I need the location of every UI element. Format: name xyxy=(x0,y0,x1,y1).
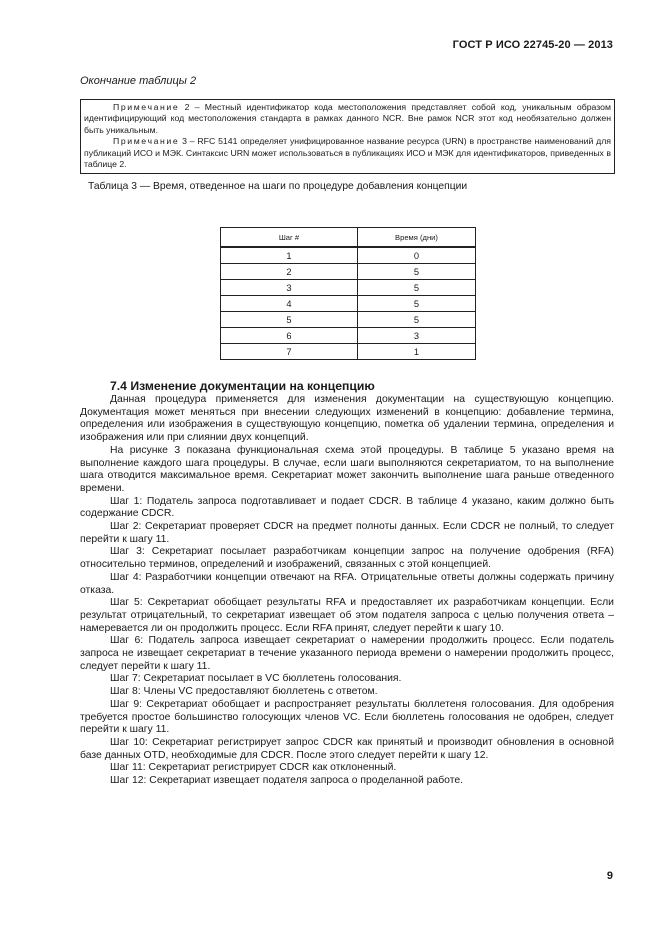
step-paragraph: Шаг 10: Секретариат регистрирует запрос CDCR как принятый и производит обновления в основной базе данных OTD, необходимые для CDCR. После этого следует перейти к шагу 12. xyxy=(80,736,614,761)
step-paragraph: Шаг 11: Секретариат регистрирует CDCR как отклоненный. xyxy=(110,762,397,774)
paragraph: На рисунке 3 показана функциональная схема этой процедуры. В таблице 5 указано время на выполнение каждого шага процедуры. В случае, если шаги выполняются секретариатом, то на выполнение шага отводится максимальное время. Секретариат может закончить выполнение шага раньше отведенного времени. xyxy=(80,444,614,494)
step-paragraph: Шаг 9: Секретариат обобщает и распространяет результаты бюллетеня голосования. Для одобрения требуется простое большинство голосующих членов VC. Если бюллетень голосования не одобрен, следует перейти к шагу 11. xyxy=(80,698,614,736)
section-title: 7.4 Изменение документации на концепцию xyxy=(110,379,375,393)
table-row xyxy=(221,296,476,312)
table-header-row xyxy=(221,228,476,248)
step-paragraph: Шаг 4: Разработчики концепции отвечают на RFA. Отрицательные ответы должны содержать причину отказа. xyxy=(80,571,614,596)
step-cell: 1 xyxy=(221,247,358,264)
table-row xyxy=(221,344,476,360)
step-cell: 6 xyxy=(221,328,358,344)
step-cell: 2 xyxy=(221,264,358,280)
time-cell: 0 xyxy=(358,247,476,264)
step-paragraph: Шаг 12: Секретариат извещает подателя запроса о проделанной работе. xyxy=(110,775,464,787)
note-text: 3 – RFC 5141 определяет унифицированное название ресурса (URN) в пространстве наименований для публикаций ИСО и МЭК. Синтаксис URN может использоваться в публикациях ИСО и МЭК для идентификаторов, приведенных в таблице 2. xyxy=(84,136,611,170)
section-body xyxy=(80,394,614,788)
paragraph: Данная процедура применяется для изменения документации на существующую концепцию. Документация может меняться при внесении следующих изменений в концепцию: добавление термина, определения или изображения в существующую концепцию, пометка об удалении термина, определения и изображения или при слиянии двух концепций. xyxy=(80,394,614,444)
table-caption: Таблица 3 — Время, отведенное на шаги по процедуре добавления концепции xyxy=(88,181,468,192)
step-cell: 7 xyxy=(221,344,358,360)
time-cell: 1 xyxy=(358,344,476,360)
step-paragraph: Шаг 5: Секретариат обобщает результаты RFA и предоставляет их разработчикам концепции. Если результат отрицательный, то секретариат извещает об этом подателя запроса с целью получения ответа – намеревается ли он продолжить процесс. Если RFA принят, следует перейти к шагу 10. xyxy=(80,597,614,634)
step-paragraph: Шаг 2: Секретариат проверяет CDCR на предмет полноты данных. Если CDCR не полный, то следует перейти к шагу 11. xyxy=(80,521,614,545)
time-cell: 5 xyxy=(358,264,476,280)
step-paragraph: Шаг 8: Члены VC предоставляют бюллетень с ответом. xyxy=(110,686,378,698)
step-cell: 4 xyxy=(221,296,358,312)
step-paragraph: Шаг 7: Секретариат посылает в VC бюллетень голосования. xyxy=(110,673,402,685)
time-cell: 5 xyxy=(358,296,476,312)
table-row xyxy=(221,264,476,280)
notes-box xyxy=(80,99,615,174)
time-cell: 5 xyxy=(358,312,476,328)
document-header: ГОСТ Р ИСО 22745-20 — 2013 xyxy=(452,39,613,51)
step-cell: 3 xyxy=(221,280,358,296)
note-3 xyxy=(84,136,611,170)
table-row xyxy=(221,280,476,296)
time-cell: 3 xyxy=(358,328,476,344)
note-label: Примечание xyxy=(113,136,180,147)
steps-time-table xyxy=(220,227,476,360)
time-cell: 5 xyxy=(358,280,476,296)
note-label: Примечание xyxy=(113,102,180,112)
table-row xyxy=(221,247,476,264)
table-continuation-label: Окончание таблицы 2 xyxy=(80,75,197,87)
note-2 xyxy=(84,102,611,136)
step-paragraph: Шаг 6: Податель запроса извещает секретариат о намерении продолжить процесс. Если податель запроса не извещает секретариат в течение указанного периода времени о намерении продолжить процесс, следует перейти к шагу 11. xyxy=(80,635,614,672)
header-time: Время (дни) xyxy=(358,228,476,248)
header-step: Шаг # xyxy=(221,228,358,248)
step-paragraph: Шаг 3: Секретариат посылает разработчикам концепции запрос на получение одобрения (RFA) относительно терминов, определений и изображений, связанных с этой концепцией. xyxy=(80,546,614,571)
step-paragraph: Шаг 1: Податель запроса подготавливает и подает CDCR. В таблице 4 указано, каким должно быть содержание CDCR. xyxy=(80,495,614,520)
note-text: 2 – Местный идентификатор кода местоположения представляет собой код, уникальным образом идентифицирующий код местоположения стандарта в рамках данного NCR. Вне рамок NCR этот код необязательно должен быть уникальным. xyxy=(84,102,611,135)
table-row xyxy=(221,328,476,344)
table-row xyxy=(221,312,476,328)
step-cell: 5 xyxy=(221,312,358,328)
page-number: 9 xyxy=(606,870,613,882)
